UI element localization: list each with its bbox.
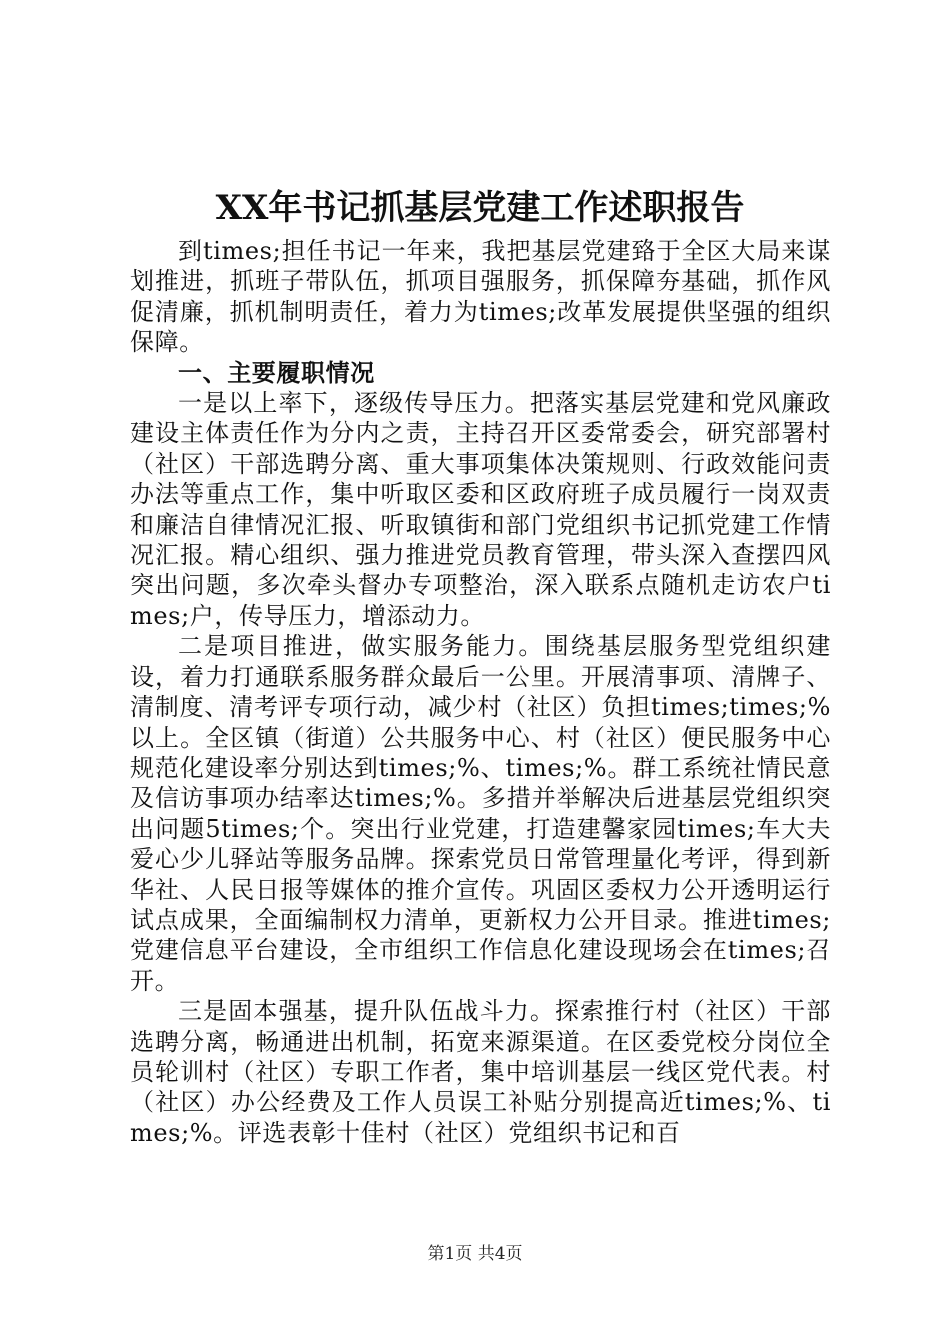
page-footer: 第1页 共4页 (427, 1244, 523, 1264)
paragraph-point-two: 二是项目推进，做实服务能力。围绕基层服务型党组织建设，着力打通联系服务群众最后一公里。开展清事项、清牌子、清制度、清考评专项行动，减少村（社区）负担times;times;%以上。全区镇（街道）公共服务中心、村（社区）便民服务中心规范化建设率分别达到times;%、times;%。群工系统社情民意及信访事项办结率达times;%。多措并举解决后进基层党组织突出问题5times;个。突出行业党建，打造建馨家园times;车大夫爱心少儿驿站等服务品牌。探索党员日常管理量化考评，得到新华社、人民日报等媒体的推介宣传。巩固区委权力公开透明运行试点成果，全面编制权力清单，更新权力公开目录。推进times;党建信息平台建设，全市组织工作信息化建设现场会在times;召开。 (130, 632, 831, 995)
paragraph-point-three: 三是固本强基，提升队伍战斗力。探索推行村（社区）干部选聘分离，畅通进出机制，拓宽来源渠道。在区委党校分岗位全员轮训村（社区）专职工作者，集中培训基层一线区党代表。村（社区）办公经费及工作人员误工补贴分别提高近times;%、times;%。评选表彰十佳村（社区）党组织书记和百 (130, 997, 831, 1147)
intro-paragraph: 到times;担任书记一年来，我把基层党建臵于全区大局来谋划推进，抓班子带队伍，抓项目强服务，抓保障夯基础，抓作风促清廉，抓机制明责任，着力为times;改革发展提供坚强的组织保障。 (130, 237, 831, 357)
document-body (130, 236, 831, 1148)
paragraph-point-one: 一是以上率下，逐级传导压力。把落实基层党建和党风廉政建设主体责任作为分内之责，主持召开区委常委会，研究部署村（社区）干部选聘分离、重大事项集体决策规则、行政效能问责办法等重点工作，集中听取区委和区政府班子成员履行一岗双责和廉洁自律情况汇报、听取镇街和部门党组织书记抓党建工作情况汇报。精心组织、强力推进党员教育管理，带头深入查摆四风突出问题，多次牵头督办专项整治，深入联系点随机走访农户times;户，传导压力，增添动力。 (130, 389, 831, 630)
document-title: XX年书记抓基层党建工作述职报告 (215, 188, 745, 228)
section-heading-main-duties: 一、主要履职情况 (178, 357, 375, 387)
